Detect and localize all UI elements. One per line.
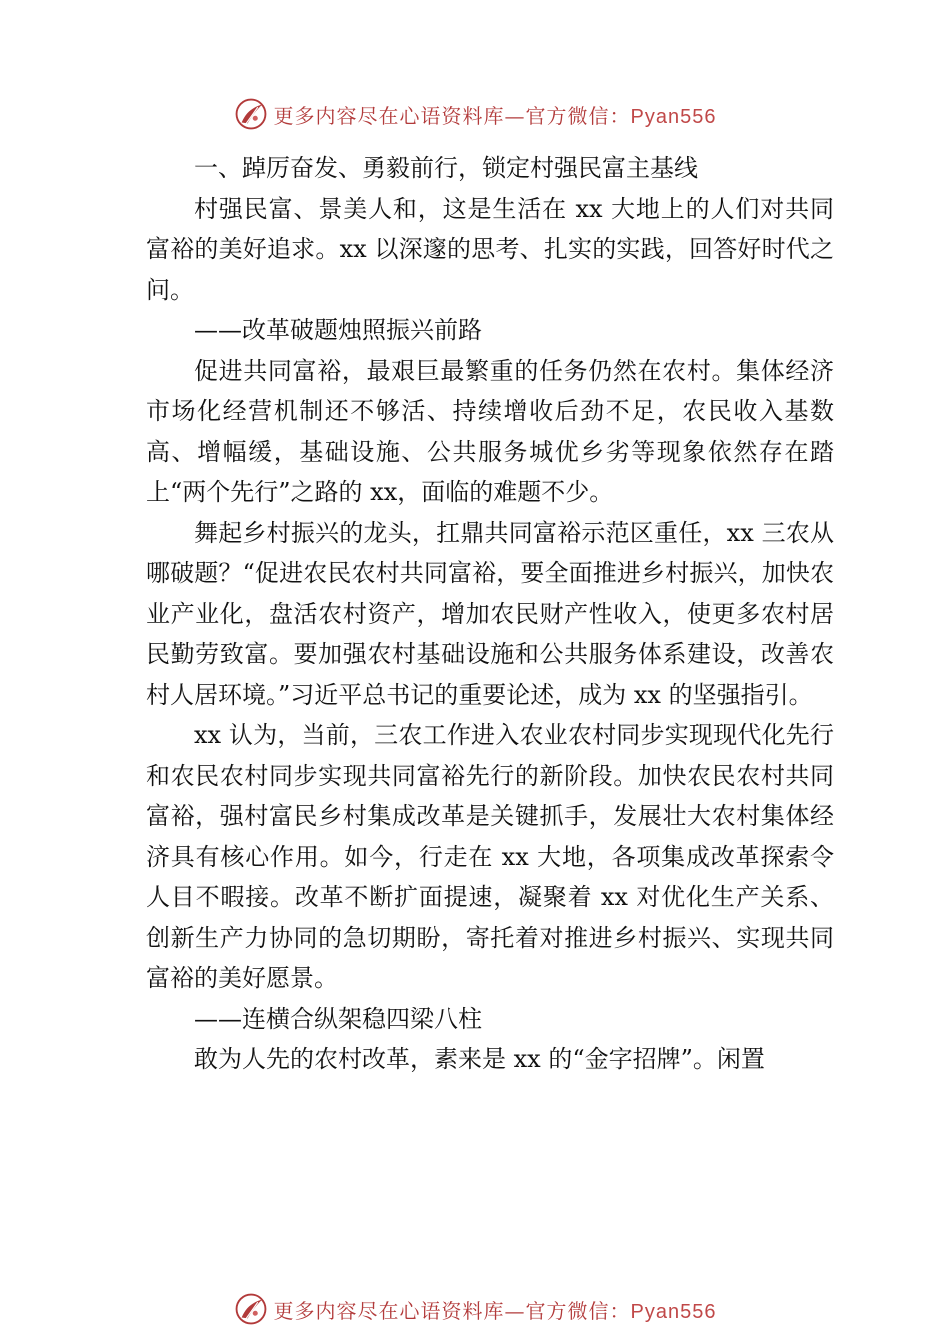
footer-banner <box>0 1289 950 1329</box>
paragraph: xx 认为，当前，三农工作进入农业农村同步实现现代化先行和农民农村同步实现共同富裕先行的新阶段。加快农民农村共同富裕，强村富民乡村集成改革是关键抓手，发展壮大农村集体经济具有核心作用。如今，行走在 xx 大地，各项集成改革探索令人目不暇接。改革不断扩面提速，凝聚着 xx 对优化生产关系、创新生产力协同的急切期盼，寄托着对推进乡村振兴、实现共同富裕的美好愿景。 <box>146 721 834 992</box>
paragraph: 舞起乡村振兴的龙头，扛鼎共同富裕示范区重任，xx 三农从哪破题？“促进农民农村共同富裕，要全面推进乡村振兴，加快农业产业化，盘活农村资产，增加农民财产性收入，使更多农村居民勤劳致富。要加强农村基础设施和公共服务体系建设，改善农村人居环境。”习近平总书记的重要论述，成为 xx 的坚强指引。 <box>146 518 834 709</box>
footer-banner-label: 更多内容尽在心语资料库—官方微信： <box>273 1298 631 1323</box>
document-body <box>146 148 834 1080</box>
footer-banner-text <box>274 1295 717 1324</box>
footer-banner-content <box>234 1292 717 1326</box>
header-banner-label: 更多内容尽在心语资料库—官方微信： <box>273 103 631 128</box>
paragraph: 敢为人先的农村改革，素来是 xx 的“金字招牌”。闲置 <box>194 1045 765 1073</box>
paragraph: 村强民富、景美人和，这是生活在 xx 大地上的人们对共同富裕的美好追求。xx 以深邃的思考、扎实的实践，回答好时代之问。 <box>146 194 834 304</box>
subheading: ——连横合纵架稳四梁八柱 <box>194 1004 482 1033</box>
xinyu-logo-icon <box>234 1292 268 1326</box>
subheading: ——改革破题烛照振兴前路 <box>194 316 482 344</box>
header-banner <box>0 94 950 134</box>
xinyu-logo-icon <box>234 97 268 131</box>
footer-wechat-id: Pyan556 <box>630 1300 717 1323</box>
paragraph: 促进共同富裕，最艰巨最繁重的任务仍然在农村。集体经济市场化经营机制还不够活、持续增收后劲不足，农民收入基数高、增幅缓，基础设施、公共服务城优乡劣等现象依然存在踏上“两个先行”之路的 xx，面临的难题不少。 <box>146 356 834 506</box>
header-banner-text <box>274 100 717 129</box>
header-wechat-id: Pyan556 <box>630 105 717 128</box>
header-banner-content <box>234 97 717 131</box>
section-heading: 一、踔厉奋发、勇毅前行，锁定村强民富主基线 <box>194 154 698 182</box>
